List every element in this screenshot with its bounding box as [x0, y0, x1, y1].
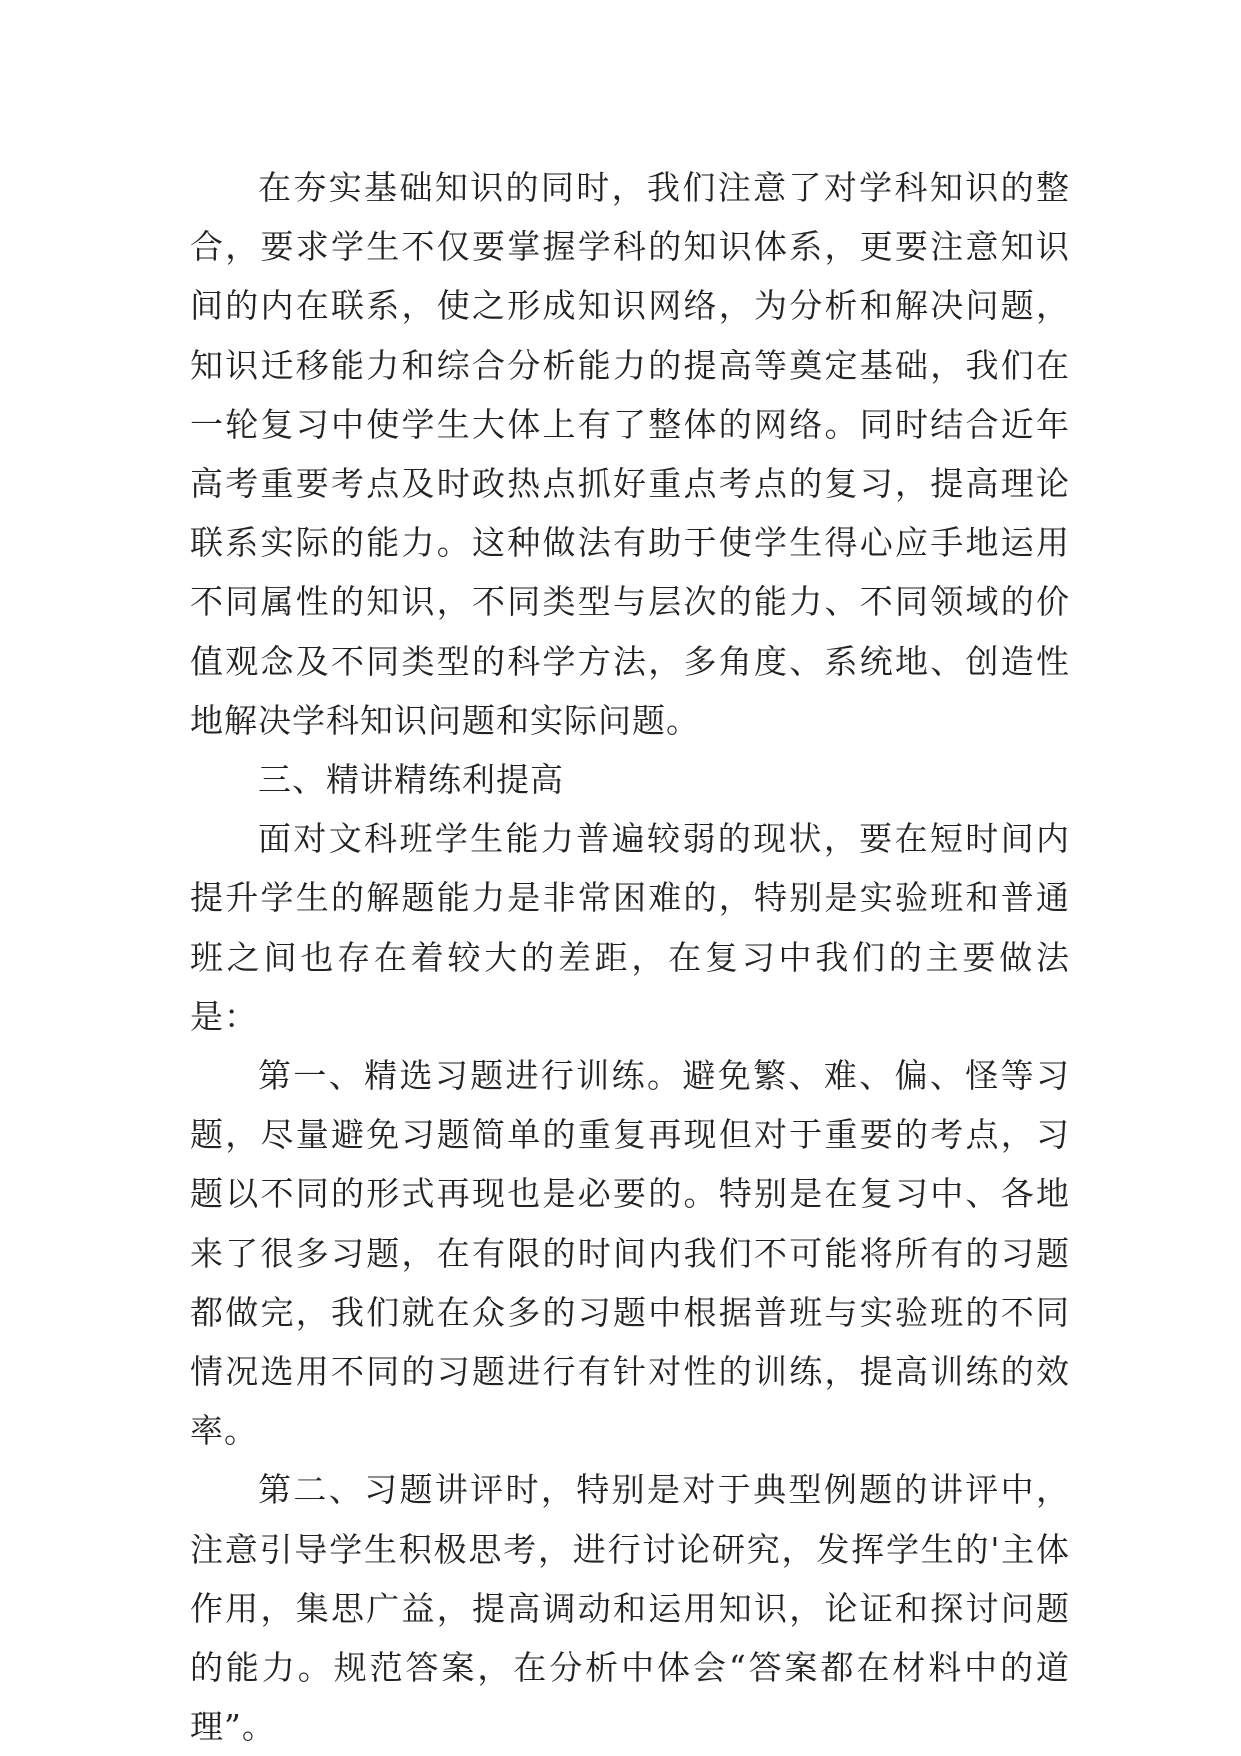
- section-heading: 三、精讲精练利提高: [258, 760, 564, 800]
- paragraph-first-method: 第一、精选习题进行训练。避免繁、难、偏、怪等习题，尽量避免习题简单的重复再现但对于重要的考点，习题以不同的形式再现也是必要的。特别是在复习中、各地来了很多习题，在有限的时间内我们不可能将所有的习题都做完，我们就在众多的习题中根据普班与实验班的不同情况选用不同的习题进行有针对性的训练，提高训练的效率。: [190, 1056, 1070, 1451]
- paragraph-knowledge-integration: 在夯实基础知识的同时，我们注意了对学科知识的整合，要求学生不仅要掌握学科的知识体系，更要注意知识间的内在联系，使之形成知识网络，为分析和解决问题，知识迁移能力和综合分析能力的提高等奠定基础，我们在一轮复习中使学生大体上有了整体的网络。同时结合近年高考重要考点及时政热点抓好重点考点的复习，提高理论联系实际的能力。这种做法有助于使学生得心应手地运用不同属性的知识，不同类型与层次的能力、不同领域的价值观念及不同类型的科学方法，多角度、系统地、创造性地解决学科知识问题和实际问题。: [190, 168, 1070, 740]
- paragraph-second-method: 第二、习题讲评时，特别是对于典型例题的讲评中，注意引导学生积极思考，进行讨论研究，发挥学生的'主体作用，集思广益，提高调动和运用知识，论证和探讨问题的能力。规范答案，在分析中体会“答案都在材料中的道理”。: [190, 1470, 1070, 1747]
- paragraph-current-situation: 面对文科班学生能力普遍较弱的现状，要在短时间内提升学生的解题能力是非常困难的，特别是实验班和普通班之间也存在着较大的差距，在复习中我们的主要做法是：: [190, 819, 1070, 1036]
- document-body: [190, 158, 1070, 1756]
